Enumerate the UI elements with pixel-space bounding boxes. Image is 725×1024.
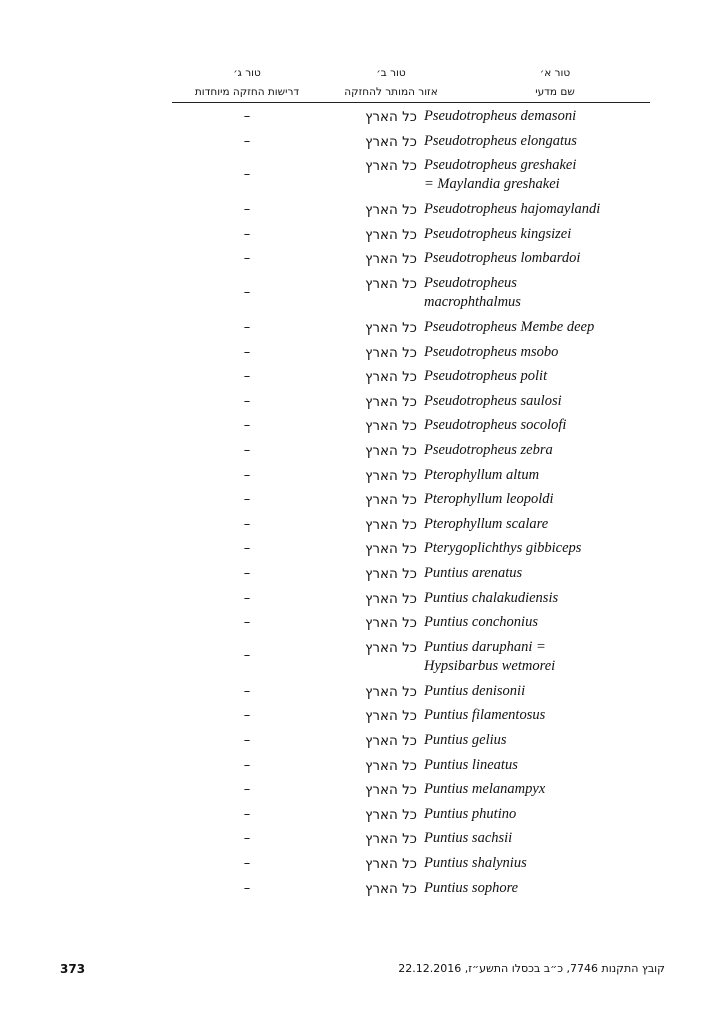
table-row xyxy=(172,343,650,368)
scientific-name-line: Puntius daruphani = xyxy=(424,638,546,655)
scientific-name-line: Pseudotropheus kingsizei xyxy=(424,225,572,242)
table-row xyxy=(172,805,650,830)
scientific-name-cell xyxy=(310,515,650,540)
page-footer xyxy=(60,960,665,980)
table-row xyxy=(172,706,650,731)
publication-line: קובץ התקנות 7746, כ״ב בכסלו התשע״ז, 22.12.2016 xyxy=(398,962,665,975)
special-requirements-cell: – xyxy=(243,109,251,124)
permitted-area-cell: כל הארץ xyxy=(365,541,417,558)
special-requirements-cell: – xyxy=(243,320,251,335)
permitted-area-cell: כל הארץ xyxy=(365,566,417,582)
permitted-area-cell: כל הארץ xyxy=(365,590,417,607)
scientific-name-cell xyxy=(310,441,650,466)
scientific-name-line: Pseudotropheus msobo xyxy=(424,343,559,360)
permitted-area-cell: כל הארץ xyxy=(365,516,417,533)
scientific-name-line-2: macrophthalmus xyxy=(424,294,521,310)
page-number: 373 xyxy=(60,962,86,976)
scientific-name-line: Puntius melanampyx xyxy=(424,781,546,798)
scientific-name-cell xyxy=(310,780,650,805)
table-row xyxy=(172,318,650,343)
special-requirements-cell: – xyxy=(243,708,251,724)
permitted-area-cell: כל הארץ xyxy=(365,757,417,774)
table-row xyxy=(172,132,650,157)
permitted-area-cell: כל הארץ xyxy=(365,492,417,509)
special-requirements-cell: – xyxy=(243,492,251,508)
col-c-subtitle: דרישות החזקה מיוחדות xyxy=(194,86,300,98)
scientific-name-cell xyxy=(310,829,650,854)
scientific-name-cell xyxy=(310,490,650,515)
scientific-name-line-2: Hypsibarbus wetmorei xyxy=(424,657,556,674)
table-row xyxy=(172,249,650,274)
table-row xyxy=(172,490,650,515)
col-b-subtitle: אזור המותר להחזקה xyxy=(344,86,438,98)
col-b-title: טור ב׳ xyxy=(376,67,406,79)
special-requirements-cell: – xyxy=(243,590,251,606)
scientific-name-cell xyxy=(310,416,650,441)
table-row xyxy=(172,392,650,417)
permitted-area-cell: כל הארץ xyxy=(365,393,417,410)
scientific-name-line: Pseudotropheus polit xyxy=(424,368,548,385)
scientific-name-line: Pseudotropheus demasoni xyxy=(424,108,577,124)
scientific-name-line: Pseudotropheus lombardoi xyxy=(424,250,581,267)
scientific-name-line: Pseudotropheus hajomaylandi xyxy=(424,201,601,218)
scientific-name-cell xyxy=(310,564,650,589)
special-requirements-cell: – xyxy=(243,516,251,532)
special-requirements-cell: – xyxy=(243,880,251,896)
scientific-name-cell xyxy=(310,318,650,343)
special-requirements-cell: – xyxy=(243,467,251,483)
table-row xyxy=(172,539,650,564)
scientific-name-cell xyxy=(310,589,650,614)
scientific-name-line: Puntius gelius xyxy=(424,732,507,748)
scientific-name-line: Pterophyllum scalare xyxy=(424,515,549,532)
scientific-name-cell xyxy=(310,107,650,132)
table-row xyxy=(172,879,650,904)
special-requirements-cell: – xyxy=(243,683,251,699)
table-row xyxy=(172,829,650,854)
special-requirements-cell: – xyxy=(243,393,251,409)
permitted-area-cell: כל הארץ xyxy=(365,226,417,243)
permitted-area-cell: כל הארץ xyxy=(365,806,417,823)
scientific-name-cell xyxy=(310,132,650,157)
permitted-area-cell: כל הארץ xyxy=(365,467,417,484)
special-requirements-cell: – xyxy=(243,806,251,822)
special-requirements-cell: – xyxy=(243,648,251,664)
scientific-name-line: Pseudotropheus saulosi xyxy=(424,392,562,409)
table-header-subtitles xyxy=(172,82,650,103)
scientific-name-line: Puntius chalakudiensis xyxy=(424,589,559,606)
table-row xyxy=(172,107,650,132)
scientific-name-line: Pseudotropheus zebra xyxy=(424,442,553,458)
permitted-area-cell: כל הארץ xyxy=(365,639,417,656)
scientific-name-line: Pterophyllum altum xyxy=(424,466,540,483)
special-requirements-cell: – xyxy=(243,856,251,871)
permitted-area-cell: כל הארץ xyxy=(365,782,417,799)
col-a-title: טור א׳ xyxy=(539,67,571,79)
special-requirements-cell: – xyxy=(243,369,251,385)
special-requirements-cell: – xyxy=(243,344,251,360)
table-row xyxy=(172,682,650,707)
table-row xyxy=(172,638,650,682)
permitted-area-cell: כל הארץ xyxy=(365,276,417,292)
scientific-name-line: Puntius arenatus xyxy=(424,565,523,581)
special-requirements-cell: – xyxy=(243,202,251,218)
scientific-name-line: Puntius conchonius xyxy=(424,614,538,631)
scientific-name-line: Pseudotropheus xyxy=(424,275,517,291)
scientific-name-line: Puntius sophore xyxy=(424,879,519,896)
scientific-name-line: Pseudotropheus elongatus xyxy=(424,132,577,149)
table-row xyxy=(172,515,650,540)
col-a-subtitle: שם מדעי xyxy=(535,86,575,98)
permitted-area-cell: כל הארץ xyxy=(365,443,417,459)
permitted-area-cell: כל הארץ xyxy=(365,344,417,361)
scientific-name-cell xyxy=(310,756,650,781)
scientific-name-cell xyxy=(310,854,650,879)
scientific-name-cell xyxy=(310,805,650,830)
special-requirements-cell: – xyxy=(243,443,251,458)
permitted-area-cell: כל הארץ xyxy=(365,615,417,632)
scientific-name-cell xyxy=(310,367,650,392)
regulation-table xyxy=(172,64,650,897)
special-requirements-cell: – xyxy=(243,251,251,267)
scientific-name-line-2: = Maylandia greshakei xyxy=(424,176,560,193)
scientific-name-line: Puntius filamentosus xyxy=(424,707,546,724)
permitted-area-cell: כל הארץ xyxy=(365,251,417,268)
scientific-name-line: Pseudotropheus socolofi xyxy=(424,417,567,434)
table-row xyxy=(172,780,650,805)
scientific-name-cell xyxy=(310,274,650,318)
special-requirements-cell: – xyxy=(243,831,251,847)
scientific-name-line: Puntius shalynius xyxy=(424,855,527,871)
special-requirements-cell: – xyxy=(243,284,251,300)
table-row xyxy=(172,731,650,756)
table-row xyxy=(172,756,650,781)
special-requirements-cell: – xyxy=(243,541,251,557)
table-row xyxy=(172,564,650,589)
table-header-titles xyxy=(172,64,650,82)
permitted-area-cell: כל הארץ xyxy=(365,133,417,150)
scientific-name-cell xyxy=(310,731,650,756)
scientific-name-line: Puntius denisonii xyxy=(424,682,526,699)
special-requirements-cell: – xyxy=(243,566,251,581)
scientific-name-cell xyxy=(310,225,650,250)
special-requirements-cell: – xyxy=(243,418,251,434)
col-c-title: טור ג׳ xyxy=(233,67,261,79)
scientific-name-cell xyxy=(310,392,650,417)
table-row xyxy=(172,225,650,250)
permitted-area-cell: כל הארץ xyxy=(365,202,417,219)
scientific-name-cell xyxy=(310,200,650,225)
scientific-name-line: Puntius sachsii xyxy=(424,830,513,847)
scientific-name-line: Puntius lineatus xyxy=(424,756,518,773)
table-row xyxy=(172,200,650,225)
scientific-name-line: Puntius phutino xyxy=(424,805,517,822)
permitted-area-cell: כל הארץ xyxy=(365,831,417,848)
permitted-area-cell: כל הארץ xyxy=(365,320,417,336)
scientific-name-line: Pseudotropheus greshakei xyxy=(424,157,577,174)
permitted-area-cell: כל הארץ xyxy=(365,683,417,700)
table-row xyxy=(172,441,650,466)
scientific-name-line: Pseudotropheus Membe deep xyxy=(424,319,595,335)
scientific-name-cell xyxy=(310,638,650,682)
special-requirements-cell: – xyxy=(243,782,251,798)
table-row xyxy=(172,274,650,318)
scientific-name-cell xyxy=(310,539,650,564)
permitted-area-cell: כל הארץ xyxy=(365,369,417,386)
scientific-name-cell xyxy=(310,706,650,731)
table-row xyxy=(172,613,650,638)
table-row xyxy=(172,156,650,200)
table-row xyxy=(172,367,650,392)
permitted-area-cell: כל הארץ xyxy=(365,856,417,872)
scientific-name-cell xyxy=(310,249,650,274)
table-row xyxy=(172,466,650,491)
scientific-name-cell xyxy=(310,343,650,368)
table-row xyxy=(172,589,650,614)
permitted-area-cell: כל הארץ xyxy=(365,733,417,749)
permitted-area-cell: כל הארץ xyxy=(365,708,417,725)
table-row xyxy=(172,854,650,879)
scientific-name-line: Pterygoplichthys gibbiceps xyxy=(424,540,582,557)
scientific-name-cell xyxy=(310,879,650,904)
scientific-name-cell xyxy=(310,682,650,707)
special-requirements-cell: – xyxy=(243,733,251,748)
permitted-area-cell: כל הארץ xyxy=(365,158,417,175)
scientific-name-cell xyxy=(310,613,650,638)
permitted-area-cell: כל הארץ xyxy=(365,880,417,897)
scientific-name-cell xyxy=(310,156,650,200)
table-row xyxy=(172,416,650,441)
special-requirements-cell: – xyxy=(243,226,251,242)
scientific-name-cell xyxy=(310,466,650,491)
permitted-area-cell: כל הארץ xyxy=(365,109,417,125)
scientific-name-line: Pterophyllum leopoldi xyxy=(424,491,554,508)
special-requirements-cell: – xyxy=(243,133,251,149)
special-requirements-cell: – xyxy=(243,166,251,182)
special-requirements-cell: – xyxy=(243,757,251,773)
permitted-area-cell: כל הארץ xyxy=(365,418,417,435)
special-requirements-cell: – xyxy=(243,615,251,631)
